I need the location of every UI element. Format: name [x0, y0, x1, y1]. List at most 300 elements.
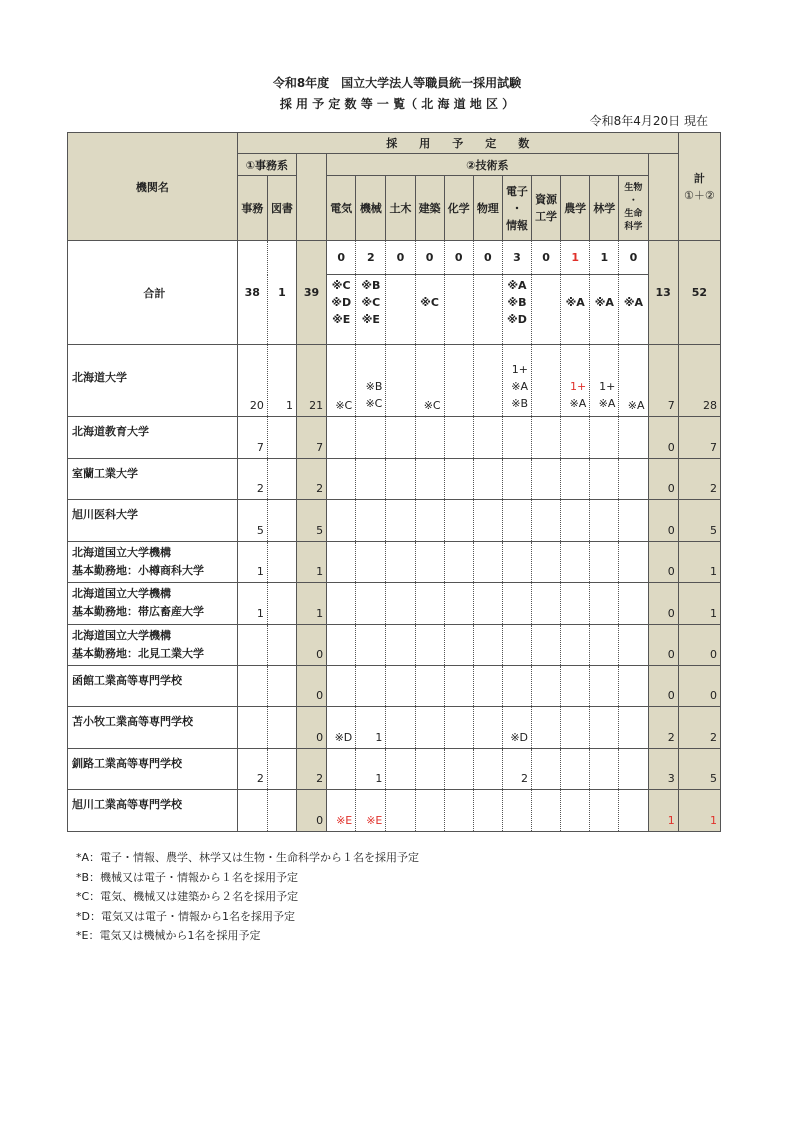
row-butsuri [473, 459, 502, 500]
sum-tech-0: 0 [327, 241, 356, 275]
row-total: 5 [678, 500, 720, 542]
row-shigen [532, 583, 561, 625]
row-tosho: 1 [267, 345, 296, 417]
col-ringaku: 林学 [590, 176, 619, 241]
row-shigen [532, 542, 561, 583]
row-tosho [267, 749, 296, 790]
row-name-line1: 苫小牧工業高等専門学校 [72, 715, 193, 728]
row-kikai: 1 [356, 707, 386, 749]
note-d: *D：電気又は電子・情報から1名を採用予定 [76, 909, 295, 923]
col-seibutsu-3: 生命 [624, 209, 643, 219]
sum-tech-2: 0 [386, 241, 415, 275]
row-seibutsu [619, 749, 648, 790]
note-c: *C：電気、機械又は建築から２名を採用予定 [76, 890, 299, 903]
row-seibutsu [619, 459, 648, 500]
sum-shigen-notes [532, 275, 561, 345]
row-kenchiku: ※C [415, 345, 444, 417]
header-saiyo: 採 用 予 定 数 [237, 133, 678, 154]
sum-kikai-note-2: ※E [361, 313, 380, 326]
header-jimu-group: ①事務系 [237, 154, 296, 176]
row-denki: ※C [327, 345, 356, 417]
row-sub1: 1 [297, 583, 327, 625]
col-shigen-1: 資源 [535, 193, 558, 206]
row-sub2: 0 [648, 417, 678, 459]
row-kagaku [444, 666, 473, 707]
row-nogaku [561, 500, 590, 542]
col-seibutsu-4: 科学 [624, 222, 643, 232]
row-sub1: 2 [297, 749, 327, 790]
row-ringaku [590, 542, 619, 583]
row-nogaku [561, 625, 590, 666]
row-denshi-1: 1+ [511, 363, 528, 376]
row-denki: ※E [327, 790, 356, 832]
row-sub1: 0 [297, 790, 327, 832]
row-kikai: ※E [356, 790, 386, 832]
row-ringaku [590, 345, 619, 417]
table-row [68, 625, 721, 666]
sum-tech-8: 1 [561, 241, 590, 275]
table-row [68, 749, 721, 790]
row-kagaku [444, 707, 473, 749]
row-butsuri [473, 707, 502, 749]
row-jimu: 1 [237, 583, 267, 625]
row-name-line1: 北海道国立大学機構 [72, 587, 171, 600]
row-name-line1: 北海道教育大学 [72, 425, 149, 438]
table-row [68, 707, 721, 749]
row-denki [327, 625, 356, 666]
sum-label: 合計 [68, 241, 238, 345]
sum-kagaku-notes [444, 275, 473, 345]
row-jimu [237, 790, 267, 832]
row-kikai [356, 583, 386, 625]
col-tosho: 図書 [267, 176, 296, 241]
row-total: 2 [678, 707, 720, 749]
row-nogaku [561, 749, 590, 790]
row-total: 0 [678, 666, 720, 707]
row-ringaku [590, 417, 619, 459]
row-kenchiku [415, 542, 444, 583]
row-butsuri [473, 583, 502, 625]
row-denki [327, 542, 356, 583]
row-shigen [532, 790, 561, 832]
col-shigen-2: 工学 [535, 210, 558, 223]
row-name-line1: 北海道大学 [72, 371, 127, 384]
row-shigen [532, 749, 561, 790]
row-jimu: 7 [237, 417, 267, 459]
sum-butsuri-notes [473, 275, 502, 345]
row-total: 1 [678, 542, 720, 583]
note-a: *A：電子・情報、農学、林学又は生物・生命科学から１名を採用予定 [76, 851, 420, 864]
row-kikai [356, 459, 386, 500]
row-tosho [267, 790, 296, 832]
row-doboku [386, 500, 415, 542]
row-denki [327, 749, 356, 790]
row-butsuri [473, 625, 502, 666]
row-denshi [502, 583, 531, 625]
col-butsuri: 物理 [473, 176, 502, 241]
table-row [68, 666, 721, 707]
row-denki [327, 666, 356, 707]
sum-denshi-note-1: ※B [507, 296, 527, 309]
col-shigen [532, 176, 561, 241]
sum-row-counts [68, 241, 721, 275]
col-doboku: 土木 [386, 176, 415, 241]
row-total: 28 [678, 345, 720, 417]
table-row [68, 500, 721, 542]
row-tosho [267, 583, 296, 625]
row-sub2: 2 [648, 707, 678, 749]
row-nogaku [561, 707, 590, 749]
row-total: 0 [678, 625, 720, 666]
row-nogaku [561, 542, 590, 583]
title-line-1: 令和8年度 国立大学法人等職員統一採用試験 [272, 76, 522, 90]
row-sub1: 0 [297, 707, 327, 749]
row-nogaku [561, 790, 590, 832]
row-nogaku [561, 459, 590, 500]
row-ringaku [590, 625, 619, 666]
row-name-line1: 釧路工業高等専門学校 [72, 757, 182, 770]
row-seibutsu [619, 625, 648, 666]
table-row [68, 542, 721, 583]
row-name [68, 500, 238, 542]
col-kagaku: 化学 [444, 176, 473, 241]
row-name-line2: 基本勤務地：北見工業大学 [72, 647, 204, 660]
row-kenchiku [415, 666, 444, 707]
row-sub1: 7 [297, 417, 327, 459]
row-name-line1: 函館工業高等専門学校 [72, 674, 182, 687]
sum-total: 52 [678, 241, 720, 345]
row-kenchiku [415, 707, 444, 749]
row-kikai [356, 500, 386, 542]
row-shigen [532, 707, 561, 749]
recruitment-table [67, 132, 721, 832]
row-butsuri [473, 666, 502, 707]
row-seibutsu [619, 417, 648, 459]
row-butsuri [473, 790, 502, 832]
row-denshi [502, 417, 531, 459]
row-nogaku [561, 417, 590, 459]
col-jimu: 事務 [237, 176, 267, 241]
row-kikai [356, 666, 386, 707]
row-doboku [386, 666, 415, 707]
row-kagaku [444, 583, 473, 625]
row-doboku [386, 707, 415, 749]
row-ringaku [590, 707, 619, 749]
row-kenchiku [415, 459, 444, 500]
row-ringaku-2: ※A [598, 397, 616, 410]
col-denshi-2: ・ [511, 201, 523, 215]
row-denki [327, 459, 356, 500]
row-ringaku [590, 749, 619, 790]
sum-seibutsu-note-text: ※A [623, 296, 644, 309]
row-kikai-1: ※B [365, 380, 383, 393]
row-kenchiku [415, 790, 444, 832]
row-seibutsu: ※A [619, 345, 648, 417]
row-tosho [267, 459, 296, 500]
row-jimu: 5 [237, 500, 267, 542]
row-ringaku [590, 666, 619, 707]
row-tosho [267, 500, 296, 542]
row-doboku [386, 790, 415, 832]
sum-denki-note-0: ※C [331, 279, 351, 292]
table-row [68, 459, 721, 500]
sum-seibutsu-note [619, 275, 648, 345]
row-name-line1: 旭川医科大学 [72, 508, 138, 521]
row-nogaku [561, 666, 590, 707]
row-jimu [237, 707, 267, 749]
row-doboku [386, 749, 415, 790]
row-doboku [386, 542, 415, 583]
sum-denshi-note-0: ※A [507, 279, 527, 292]
row-kagaku [444, 500, 473, 542]
row-name [68, 666, 238, 707]
row-nogaku-2: ※A [569, 397, 587, 410]
row-ringaku [590, 583, 619, 625]
row-kenchiku [415, 749, 444, 790]
row-denshi [502, 790, 531, 832]
row-denshi [502, 625, 531, 666]
row-denshi [502, 345, 531, 417]
row-kikai [356, 345, 386, 417]
row-nogaku [561, 345, 590, 417]
sum-nogaku-note [561, 275, 590, 345]
row-sub1: 5 [297, 500, 327, 542]
row-name-line2: 基本勤務地：小樽商科大学 [72, 564, 204, 577]
row-name [68, 583, 238, 625]
col-kenchiku: 建築 [415, 176, 444, 241]
row-tosho [267, 625, 296, 666]
row-kagaku [444, 417, 473, 459]
sum-ringaku-note-text: ※A [594, 296, 614, 309]
col-denshi [502, 176, 531, 241]
row-nogaku-1: 1+ [570, 380, 587, 393]
row-kikai [356, 625, 386, 666]
header-total-sub: ①＋② [683, 188, 715, 202]
row-butsuri [473, 417, 502, 459]
row-name [68, 749, 238, 790]
row-sub2: 0 [648, 583, 678, 625]
col-denki: 電気 [327, 176, 356, 241]
sum-kikai-notes [356, 275, 386, 345]
table-row [68, 345, 721, 417]
row-kikai [356, 417, 386, 459]
col-kikai: 機械 [356, 176, 386, 241]
row-sub1: 1 [297, 542, 327, 583]
row-shigen [532, 345, 561, 417]
header-subtotal1 [297, 154, 327, 241]
row-denki [327, 417, 356, 459]
row-seibutsu [619, 583, 648, 625]
header-total [678, 133, 720, 241]
row-tosho [267, 707, 296, 749]
row-tosho [267, 542, 296, 583]
row-name [68, 707, 238, 749]
row-jimu: 20 [237, 345, 267, 417]
sum-kenchiku-notes [415, 275, 444, 345]
row-denki [327, 500, 356, 542]
row-denki [327, 583, 356, 625]
row-kenchiku [415, 417, 444, 459]
row-shigen [532, 417, 561, 459]
row-name [68, 345, 238, 417]
row-doboku [386, 625, 415, 666]
table-row [68, 417, 721, 459]
row-ringaku [590, 790, 619, 832]
row-tosho [267, 666, 296, 707]
sum-jimu: 38 [237, 241, 267, 345]
row-name [68, 625, 238, 666]
row-ringaku-1: 1+ [599, 380, 616, 393]
header-institution: 機関名 [68, 133, 238, 241]
sum-denshi-note-2: ※D [507, 313, 527, 326]
row-kagaku [444, 625, 473, 666]
row-jimu: 2 [237, 749, 267, 790]
table-row [68, 583, 721, 625]
row-kagaku [444, 749, 473, 790]
col-denshi-3: 情報 [505, 218, 528, 232]
sum-doboku-notes [386, 275, 415, 345]
row-kenchiku [415, 625, 444, 666]
row-name-line1: 北海道国立大学機構 [72, 546, 171, 559]
row-tosho [267, 417, 296, 459]
row-jimu: 1 [237, 542, 267, 583]
row-denshi: 2 [502, 749, 531, 790]
row-total: 1 [678, 790, 720, 832]
row-shigen [532, 666, 561, 707]
row-name [68, 790, 238, 832]
row-ringaku [590, 459, 619, 500]
row-seibutsu [619, 666, 648, 707]
row-sub2: 1 [648, 790, 678, 832]
row-kenchiku [415, 500, 444, 542]
note-e: *E：電気又は機械から1名を採用予定 [76, 929, 261, 942]
row-name-line1: 室蘭工業大学 [72, 467, 138, 480]
sum-denki-note-1: ※D [331, 296, 352, 309]
row-jimu: 2 [237, 459, 267, 500]
col-seibutsu [619, 176, 648, 241]
row-name [68, 417, 238, 459]
row-kagaku [444, 790, 473, 832]
sum-tech-3: 0 [415, 241, 444, 275]
row-kagaku [444, 459, 473, 500]
row-sub2: 0 [648, 625, 678, 666]
row-seibutsu [619, 707, 648, 749]
row-butsuri [473, 500, 502, 542]
sum-tosho: 1 [267, 241, 296, 345]
row-total: 5 [678, 749, 720, 790]
sum-tech-1: 2 [356, 241, 386, 275]
row-name-line1: 旭川工業高等専門学校 [72, 798, 182, 811]
row-kagaku [444, 345, 473, 417]
header-subtotal2 [648, 154, 678, 241]
note-b: *B：機械又は電子・情報から１名を採用予定 [76, 870, 299, 884]
sum-kikai-note-1: ※C [361, 296, 381, 309]
header-gijutsu-group: ②技術系 [327, 154, 648, 176]
header-total-label: 計 [693, 171, 705, 185]
sum-tech-7: 0 [532, 241, 561, 275]
row-shigen [532, 625, 561, 666]
row-seibutsu [619, 500, 648, 542]
row-kikai: 1 [356, 749, 386, 790]
row-kenchiku [415, 583, 444, 625]
row-sub1: 2 [297, 459, 327, 500]
row-sub2: 0 [648, 666, 678, 707]
col-nogaku: 農学 [561, 176, 590, 241]
row-butsuri [473, 542, 502, 583]
sum-denki-notes [327, 275, 356, 345]
row-doboku [386, 345, 415, 417]
row-sub1: 0 [297, 625, 327, 666]
row-sub2: 0 [648, 500, 678, 542]
footnotes [76, 848, 419, 946]
sum-tech-6: 3 [502, 241, 531, 275]
row-doboku [386, 583, 415, 625]
row-name [68, 542, 238, 583]
row-denshi [502, 542, 531, 583]
col-denshi-1: 電子 [505, 184, 528, 198]
row-sub2: 0 [648, 459, 678, 500]
row-sub2: 3 [648, 749, 678, 790]
row-sub1: 0 [297, 666, 327, 707]
row-ringaku [590, 500, 619, 542]
row-subtotal1: 21 [297, 345, 327, 417]
sum-denshi-notes [502, 275, 531, 345]
sum-subtotal2: 13 [648, 241, 678, 345]
row-butsuri [473, 749, 502, 790]
row-denshi [502, 500, 531, 542]
row-total: 1 [678, 583, 720, 625]
row-seibutsu [619, 542, 648, 583]
row-jimu [237, 625, 267, 666]
row-doboku [386, 459, 415, 500]
row-denshi: ※D [502, 707, 531, 749]
row-shigen [532, 500, 561, 542]
row-denshi [502, 666, 531, 707]
row-shigen [532, 459, 561, 500]
sum-denki-note-2: ※E [332, 313, 351, 326]
row-denshi-3: ※B [511, 397, 528, 410]
sum-subtotal1: 39 [297, 241, 327, 345]
row-name [68, 459, 238, 500]
title-line-2: 採 用 予 定 数 等 一 覧（ 北 海 道 地 区 ） [279, 97, 515, 111]
table-row [68, 790, 721, 832]
row-kikai [356, 542, 386, 583]
row-total: 7 [678, 417, 720, 459]
sum-tech-10: 0 [619, 241, 648, 275]
sum-tech-9: 1 [590, 241, 619, 275]
row-butsuri [473, 345, 502, 417]
col-seibutsu-2: ・ [628, 196, 638, 206]
row-doboku [386, 417, 415, 459]
sum-tech-5: 0 [473, 241, 502, 275]
sum-ringaku-note [590, 275, 619, 345]
sum-nogaku-note-text: ※A [565, 296, 585, 309]
row-denshi-2: ※A [511, 380, 528, 393]
sum-kenchiku-note-0: ※C [420, 296, 439, 309]
sum-kikai-note-0: ※B [361, 279, 381, 292]
row-seibutsu [619, 790, 648, 832]
row-subtotal2: 7 [648, 345, 678, 417]
as-of-date: 令和8年4月20日 現在 [589, 114, 708, 128]
sum-tech-4: 0 [444, 241, 473, 275]
col-seibutsu-1: 生物 [624, 183, 643, 193]
row-denshi [502, 459, 531, 500]
row-name-line2: 基本勤務地：帯広畜産大学 [72, 605, 204, 618]
row-total: 2 [678, 459, 720, 500]
row-kikai-2: ※C [365, 397, 383, 410]
row-kagaku [444, 542, 473, 583]
row-nogaku [561, 583, 590, 625]
